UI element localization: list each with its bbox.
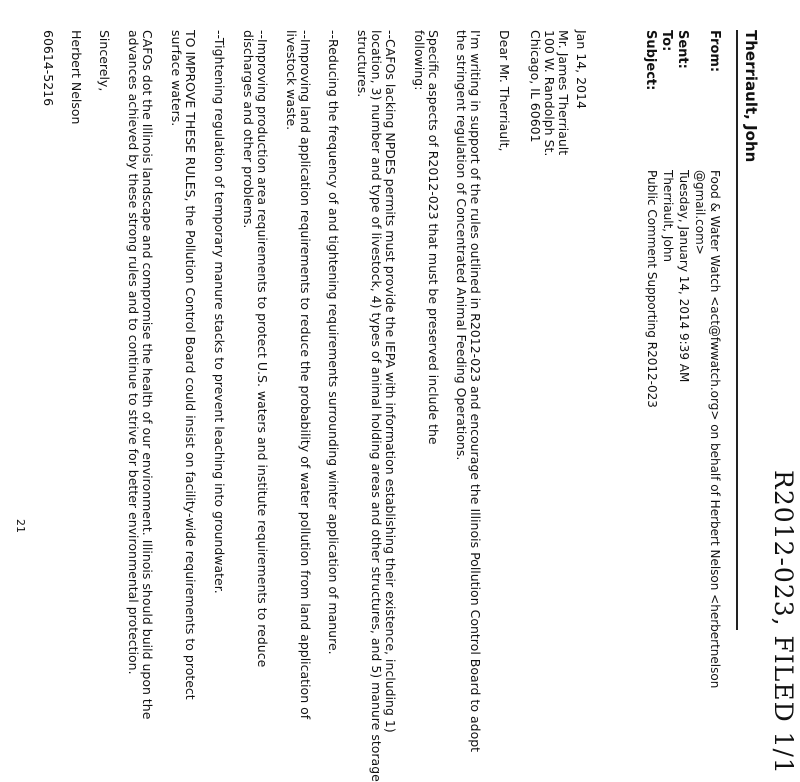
bullet-1-line-3: structures.	[355, 30, 370, 98]
from-name-heading: Therriault, John	[742, 30, 760, 163]
header-divider	[736, 30, 738, 630]
bullet-1-line-1: --CAFOs lacking NPDES permits must provide the IEPA with information establishing their existence, including 1)	[383, 30, 398, 733]
bullet-4-line-2: discharges and other problems.	[241, 30, 256, 229]
signer-zip: 60614-5216	[41, 30, 56, 107]
from-value: Food & Water Watch <act@fwwatch.org> on behalf of Herbert Nelson <herbertnelson	[708, 170, 722, 689]
letter-date: Jan 14, 2014	[574, 30, 589, 109]
bullet-4-line-1: --Improving production area requirements to protect U.S. waters and institute requirements to reduce	[255, 30, 270, 668]
to-label: To:	[659, 30, 674, 52]
paragraph-3-line-1: TO IMPROVE THESE RULES, the Pollution Control Board could insist on facility-wide requirements to protect	[183, 30, 198, 700]
sent-value: Tuesday, January 14, 2014 9:39 AM	[677, 170, 691, 383]
from-value-continued: @gmail.com>	[693, 170, 707, 255]
paragraph-1-line-2: the stringent regulation of Concentrated Animal Feeding Operations.	[454, 30, 469, 461]
subject-label: Subject:	[643, 30, 658, 91]
subject-value: Public Comment Supporting R2012-023	[645, 170, 659, 408]
paragraph-4-line-1: CAFOs dot the Illinois landscape and compromise the health of our environment. Illinois should build upon the	[140, 30, 155, 720]
paragraph-2-line-2: following:	[412, 30, 427, 91]
paragraph-3-line-2: surface waters.	[169, 30, 184, 127]
from-label: From:	[707, 30, 722, 73]
address-line-3: Chicago, IL 60601	[528, 30, 543, 143]
bullet-3-line-2: livestock waste.	[284, 30, 299, 131]
paragraph-4-line-2: advances achieved by these strong rules and to continue to strive for better environmental protection.	[126, 30, 141, 675]
bullet-2-line-1: --Reducing the frequency of and tightening requirements surrounding winter application of manure.	[326, 30, 341, 655]
paragraph-1-line-1: I'm writing in support of the rules outlined in R2012-023 and encourage the Illinois Pollution Control Board to adopt	[468, 30, 483, 753]
bullet-3-line-1: --Improving land application requirements to reduce the probability of water pollution from land application of	[298, 30, 313, 720]
paragraph-2-line-1: Specific aspects of R2012-023 that must be preserved include the	[426, 30, 441, 445]
sent-label: Sent:	[675, 30, 690, 69]
filing-stamp: R2012-023, FILED 1/1	[769, 470, 798, 775]
address-line-1: Mr. James Therriault	[556, 30, 571, 156]
bullet-1-line-2: location, 3) number and type of livestock, 4) types of animal holding areas and other structures, and 5) manure storage	[369, 30, 384, 782]
salutation: Dear Mr. Therriault,	[497, 30, 512, 152]
page-number: 21	[14, 519, 27, 533]
to-value: Therriault, John	[661, 170, 675, 263]
bullet-5-line-1: --Tightening regulation of temporary manure stacks to prevent leaching into groundwater.	[212, 30, 227, 594]
closing: Sincerely,	[97, 30, 112, 92]
signer-name: Herbert Nelson	[69, 30, 84, 125]
address-line-2: 100 W. Randolph St.	[542, 30, 557, 157]
